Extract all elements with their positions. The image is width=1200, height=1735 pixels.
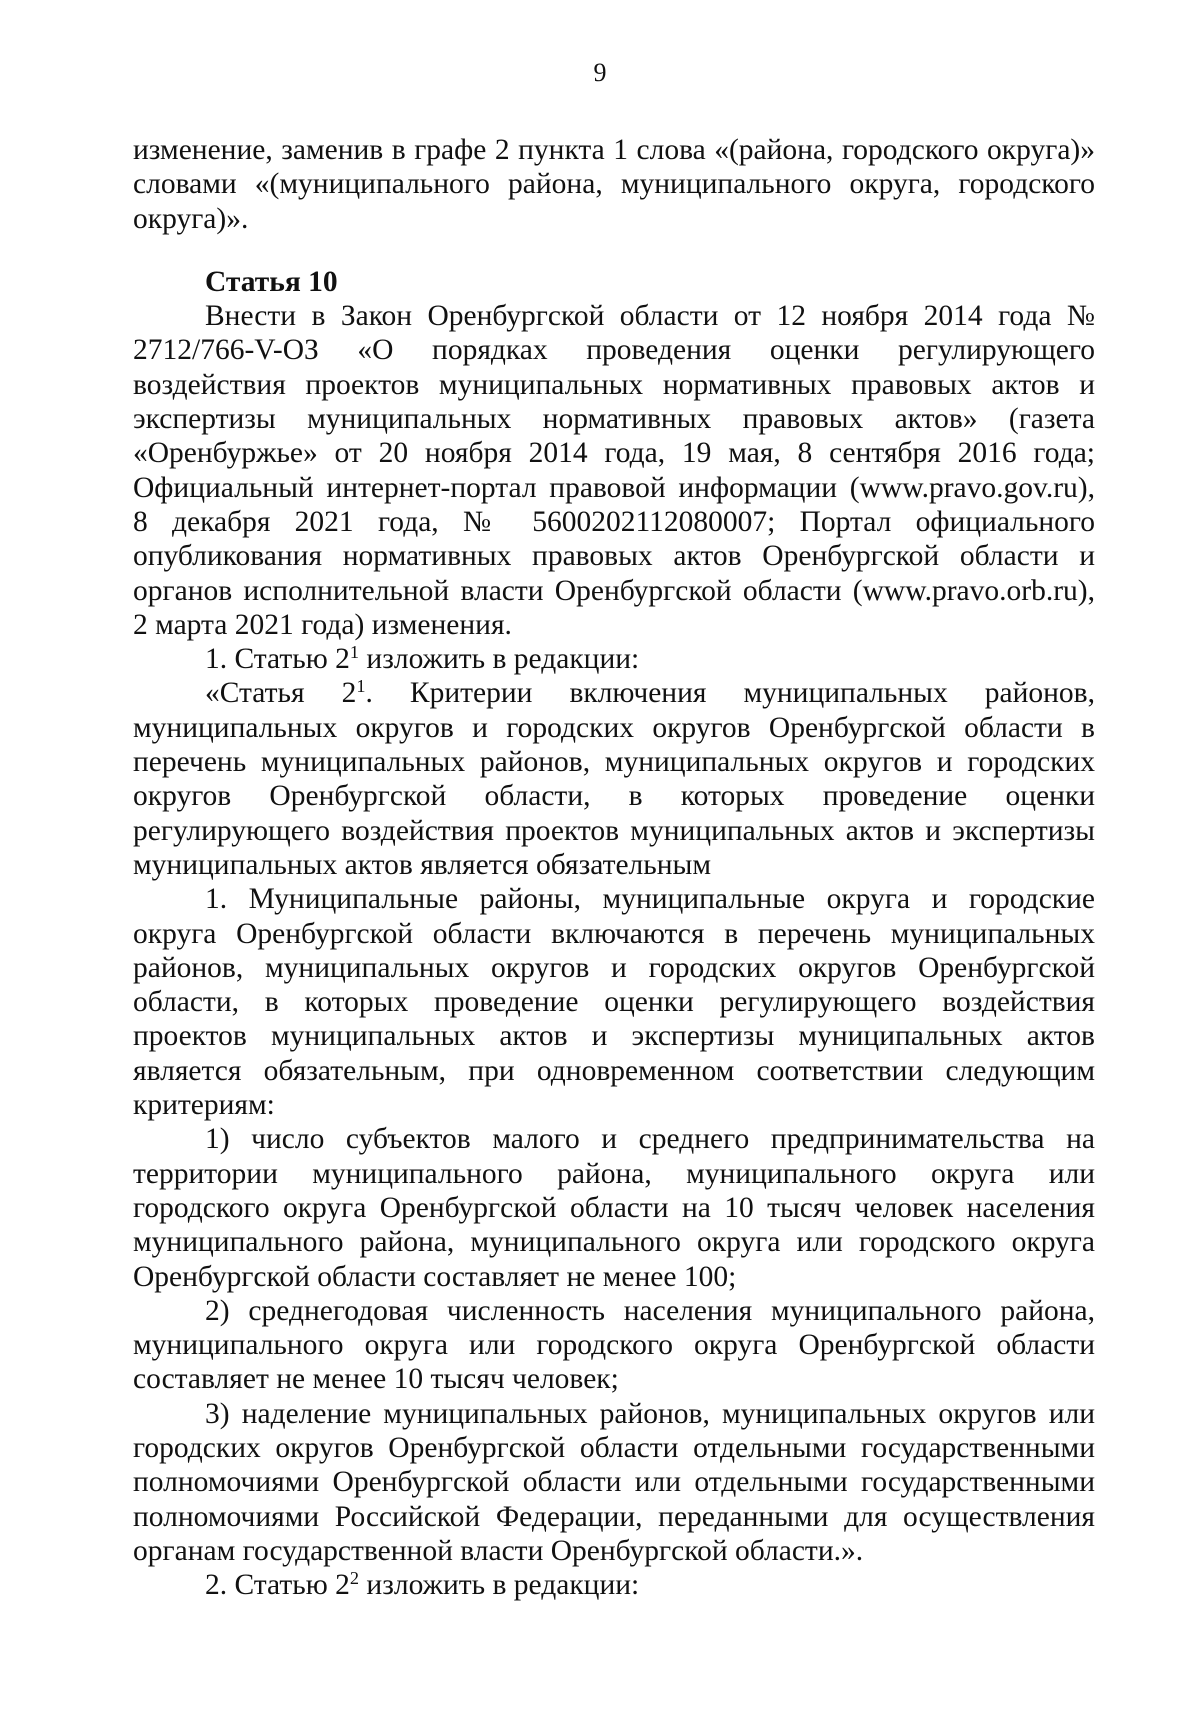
article-paragraph: Внести в Закон Оренбургской области от 12 ноября 2014 года № 2712/766-V-ОЗ «О порядках проведения оценки регулирующего воздействия проектов муниципальных нормативных правовых актов и экспертизы муниципальных нормативных правовых актов» (газета «Оренбуржье» от 20 ноября 2014 года, 19 мая, 8 сентября 2016 года; Официальный интернет-портал правовой информации (www.pravo.gov.ru), 8 декабря 2021 года, № 5600202112080007; Портал официального опубликования нормативных правовых актов Оренбургской области и органов исполнительной власти Оренбургской области (www.pravo.orb.ru), 2 марта 2021 года) изменения. <box>133 300 1095 641</box>
quoted-article-superscript: 1 <box>356 676 366 697</box>
amendment-item-1-suffix: изложить в редакции: <box>359 643 640 676</box>
page-number: 9 <box>593 58 607 87</box>
amendment-item-1 <box>133 642 1095 676</box>
criterion-3: 3) наделение муниципальных районов, муниципальных округов или городских округов Оренбургской области отдельными государственными полномочиями Оренбургской области или отдельными государственными полномочиями Российской Федерации, переданными для осуществления органам государственной власти Оренбургской области.». <box>133 1397 1095 1567</box>
section-spacer <box>133 236 1095 265</box>
document-body <box>133 133 1095 1602</box>
amendment-item-2-prefix: 2. Статью 2 <box>205 1569 350 1602</box>
criterion-2: 2) среднегодовая численность населения муниципального района, муниципального округа или городского округа Оренбургской области составляет не менее 10 тысяч человек; <box>133 1294 1095 1396</box>
amendment-item-1-superscript: 1 <box>349 642 360 663</box>
amendment-item-2-superscript: 2 <box>349 1568 360 1589</box>
quoted-article-suffix: . Критерии включения муниципальных районов, муниципальных округов и городских округов Оренбургской области в перечень муниципальных районов, муниципальных округов и городских округов Оренбургской области, в которых проведение оценки регулирующего воздействия проектов муниципальных актов и экспертизы муниципальных актов является обязательным <box>133 677 1095 881</box>
quoted-article-title <box>133 676 1095 882</box>
intro-paragraph: изменение, заменив в графе 2 пункта 1 слова «(района, городского округа)» словами «(муниципального района, муниципального округа, городского округа)». <box>133 134 1095 235</box>
amendment-item-1-prefix: 1. Статью 2 <box>205 643 350 676</box>
quoted-article-prefix: «Статья 2 <box>205 677 357 710</box>
quoted-paragraph-1: 1. Муниципальные районы, муниципальные округа и городские округа Оренбургской области включаются в перечень муниципальных районов, муниципальных округов и городских округов Оренбургской области, в которых проведение оценки регулирующего воздействия проектов муниципальных актов и экспертизы муниципальных актов является обязательным, при одновременном соответствии следующим критериям: <box>133 883 1095 1122</box>
criterion-1: 1) число субъектов малого и среднего предпринимательства на территории муниципального района, муниципального округа или городского округа Оренбургской области на 10 тысяч человек населения муниципального района, муниципального округа или городского округа Оренбургской области составляет не менее 100; <box>133 1123 1095 1293</box>
article-heading: Статья 10 <box>205 265 338 298</box>
amendment-item-2-suffix: изложить в редакции: <box>359 1569 640 1602</box>
amendment-item-2 <box>133 1568 1095 1602</box>
